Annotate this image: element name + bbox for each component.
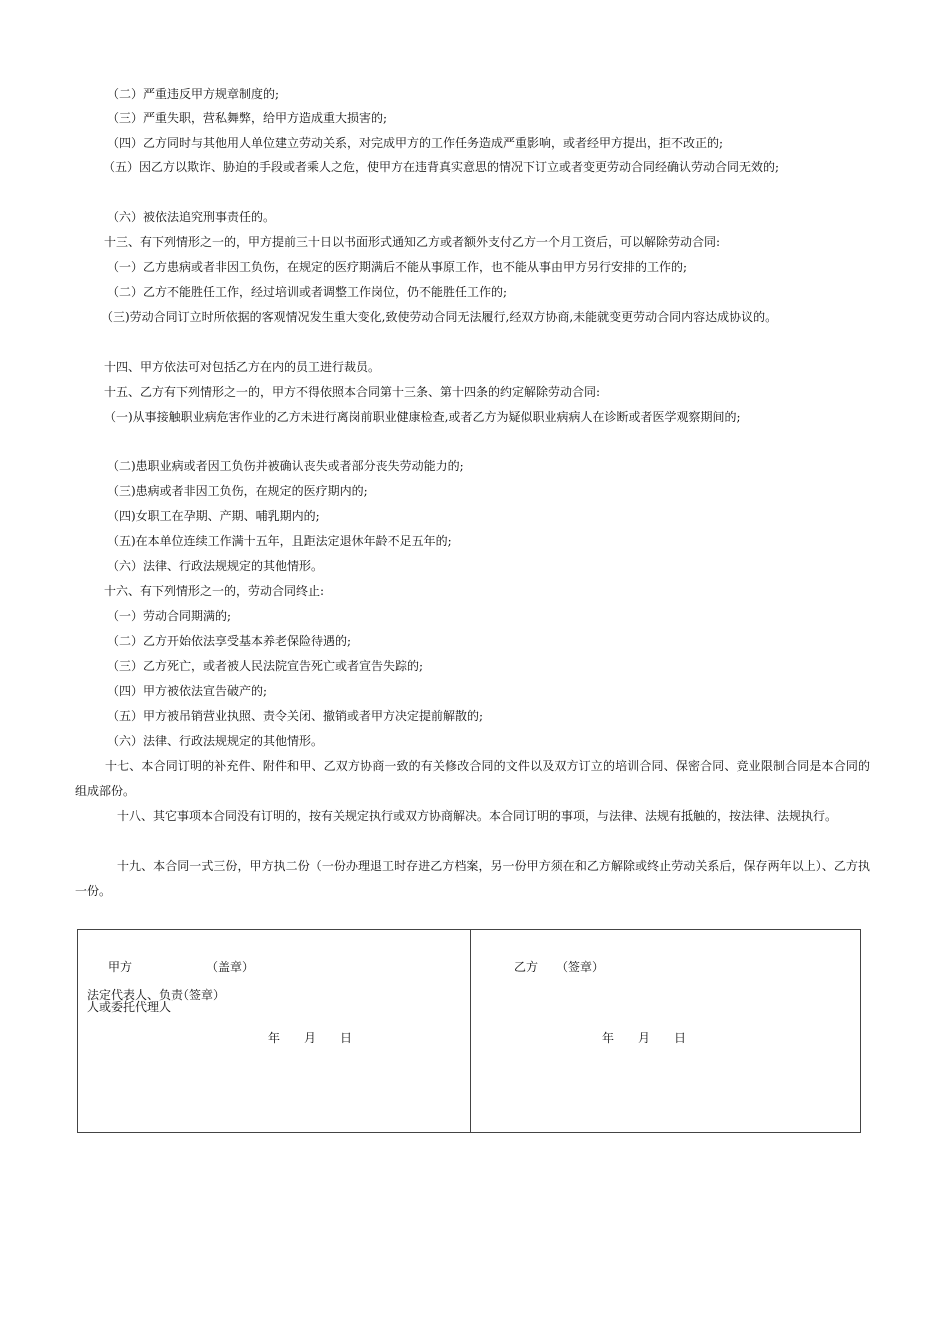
article-13-item-3: （三)劳动合同订立时所依据的客观情况发生重大变化,致使劳动合同无法履行,经双方协商,未能就变更劳动合同内容达成协议的。 — [101, 310, 778, 324]
party-b-label: 乙方 — [514, 960, 539, 974]
representative-sign-label: （签章） — [177, 988, 226, 1002]
signature-table — [77, 929, 861, 1133]
party-a-label: 甲方 — [108, 960, 133, 974]
article-15-item-2: （二)患职业病或者因工负伤并被确认丧失或者部分丧失劳动能力的; — [107, 459, 464, 473]
party-a-date: 年 月 日 — [268, 1031, 353, 1045]
article-18: 十八、其它事项本合同没有订明的，按有关规定执行或双方协商解决。本合同订明的事项，与法律、法规有抵触的，按法律、法规执行。 — [117, 809, 838, 823]
article-15-item-4: （四)女职工在孕期、产期、哺乳期内的; — [107, 509, 320, 523]
article-16-item-3: （三）乙方死亡，或者被人民法院宣告死亡或者宣告失踪的; — [107, 659, 424, 673]
representative-label-line1: 法定代表人、负责 — [87, 988, 184, 1002]
party-b-date: 年 月 日 — [602, 1031, 687, 1045]
article-15: 十五、乙方有下列情形之一的，甲方不得依照本合同第十三条、第十四条的约定解除劳动合同: — [104, 385, 601, 399]
signature-divider — [470, 930, 471, 1132]
clause-item-6: （六）被依法追究刑事责任的。 — [107, 210, 276, 224]
clause-item-3: （三）严重失职，营私舞弊，给甲方造成重大损害的; — [107, 111, 388, 125]
article-13-item-1: （一）乙方患病或者非因工负伤，在规定的医疗期满后不能从事原工作，也不能从事由甲方另行安排的工作的; — [107, 260, 688, 274]
article-15-item-3: （三)患病或者非因工负伤，在规定的医疗期内的; — [107, 484, 368, 498]
article-15-item-6: （六）法律、行政法规规定的其他情形。 — [107, 559, 324, 573]
article-16: 十六、有下列情形之一的，劳动合同终止: — [104, 584, 325, 598]
article-15-item-5: （五)在本单位连续工作满十五年，且距法定退休年龄不足五年的; — [107, 534, 452, 548]
article-16-item-6: （六）法律、行政法规规定的其他情形。 — [107, 734, 324, 748]
party-a-seal-label: （盖章） — [206, 960, 255, 974]
article-16-item-2: （二）乙方开始依法享受基本养老保险待遇的; — [107, 634, 352, 648]
clause-item-2: （二）严重违反甲方规章制度的; — [107, 87, 280, 101]
article-16-item-5: （五）甲方被吊销营业执照、责令关闭、撤销或者甲方决定提前解散的; — [107, 709, 484, 723]
clause-item-5: （五）因乙方以欺诈、胁迫的手段或者乘人之危，使甲方在违背真实意思的情况下订立或者变更劳动合同经确认劳动合同无效的; — [103, 160, 780, 174]
article-15-item-1: （一)从事接触职业病危害作业的乙方未进行离岗前职业健康检查,或者乙方为疑似职业病病人在诊断或者医学观察期间的; — [104, 410, 741, 424]
article-13-item-2: （二）乙方不能胜任工作，经过培训或者调整工作岗位，仍不能胜任工作的; — [107, 285, 508, 299]
representative-label-line2: 人或委托代理人 — [87, 1000, 172, 1014]
clause-item-4: （四）乙方同时与其他用人单位建立劳动关系，对完成甲方的工作任务造成严重影响，或者经甲方提出，拒不改正的; — [107, 136, 724, 150]
article-13: 十三、有下列情形之一的，甲方提前三十日以书面形式通知乙方或者额外支付乙方一个月工资后，可以解除劳动合同: — [104, 235, 721, 249]
article-16-item-1: （一）劳动合同期满的; — [107, 609, 232, 623]
article-16-item-4: （四）甲方被依法宣告破产的; — [107, 684, 268, 698]
party-b-sign-label: （签章） — [556, 960, 605, 974]
article-17: 十七、本合同订明的补充件、附件和甲、乙双方协商一致的有关修改合同的文件以及双方订立的培训合同、保密合同、竞业限制合同是本合同的组成部份。 — [75, 759, 870, 798]
representative-label — [87, 989, 183, 1013]
article-19: 十九、本合同一式三份，甲方执二份（一份办理退工时存进乙方档案，另一份甲方须在和乙方解除或终止劳动关系后，保存两年以上）、乙方执一份。 — [75, 859, 870, 898]
article-14: 十四、甲方依法可对包括乙方在内的员工进行裁员。 — [104, 360, 381, 374]
